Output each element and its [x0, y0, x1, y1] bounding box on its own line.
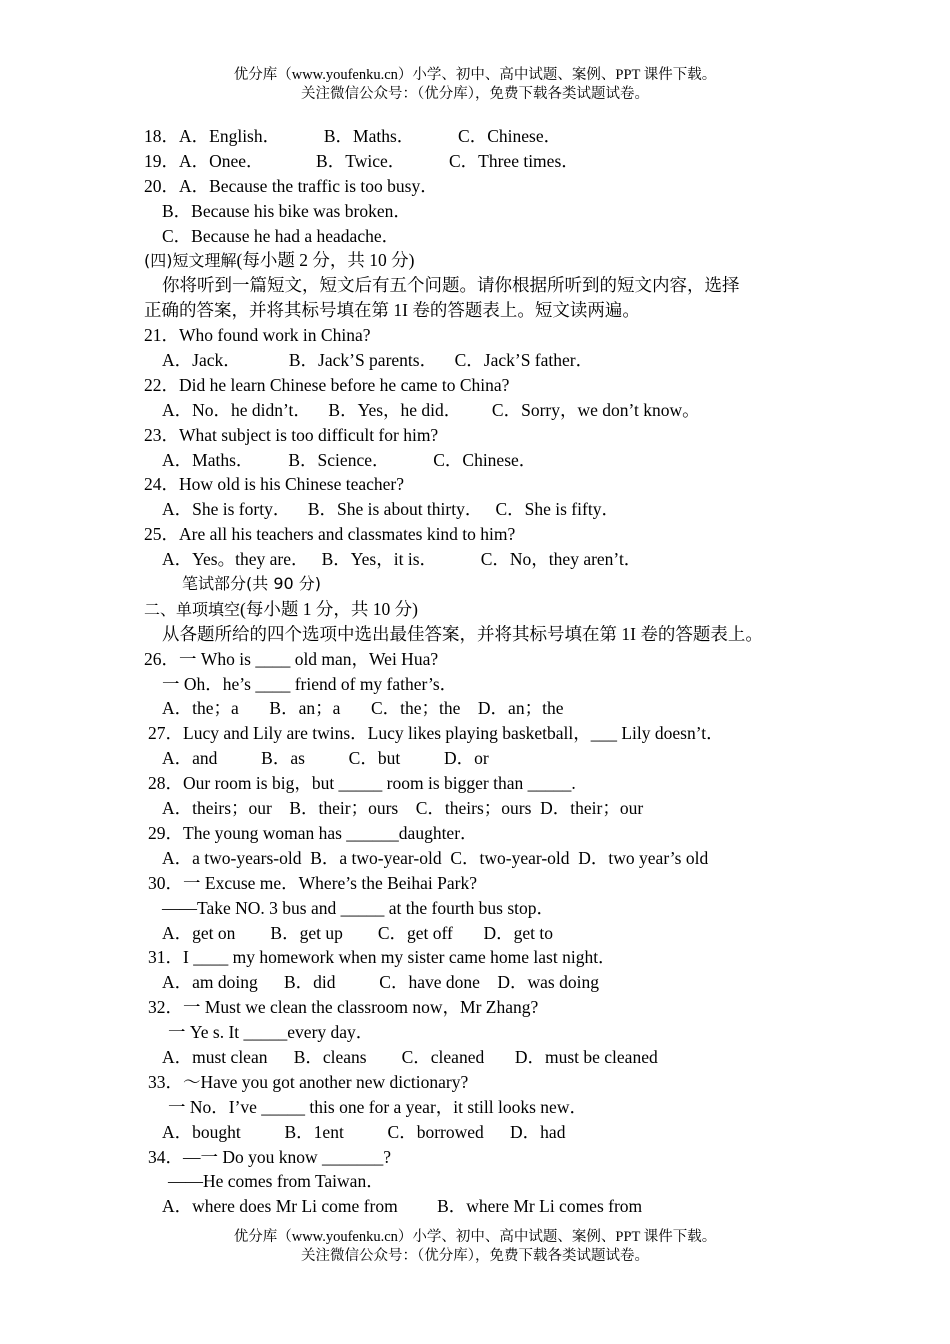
section-4-instruction-2: 正确的答案，并将其标号填在第 1I 卷的答题表上。短文读两遍。: [144, 300, 640, 321]
q27-options: A．and B．as C．but D．or: [162, 748, 489, 769]
section-4-instruction-1: 你将听到一篇短文，短文后有五个问题。请你根据所听到的短文内容，选择: [162, 275, 740, 296]
q28-options: A．theirs；our B．their；ours C．theirs；ours D．their；our: [162, 798, 644, 819]
footer-line-2: 关注微信公众号：（优分库），免费下载各类试题试卷。: [301, 1248, 649, 1264]
q23-options: A．Maths． B．Science． C．Chinese．: [162, 449, 537, 470]
section-2-title: 二、单项填空: [144, 599, 241, 619]
q30-reply: ——Take NO. 3 bus and _____ at the fourth bus stop．: [162, 897, 554, 918]
header-line-2: 关注微信公众号：（优分库），免费下载各类试题试卷。: [301, 86, 649, 102]
q21-options: A．Jack． B．Jack’S parents． C．Jack’S father．: [162, 350, 594, 371]
q23: 23．What subject is too difficult for him?: [144, 424, 439, 445]
q25: 25．Are all his teachers and classmates kind to him?: [144, 524, 516, 545]
section-4-heading: [144, 248, 824, 273]
q33-reply: 一 No．I’ve _____ this one for a year，it still looks new．: [168, 1096, 587, 1117]
written-part-heading: 笔试部分(共 90 分): [182, 574, 322, 594]
q20-option-b: B．Because his bike was broken．: [162, 200, 411, 221]
q31-options: A．am doing B．did C．have done D．was doing: [162, 972, 599, 993]
q26-reply: 一 Oh．he’s ____ friend of my father’s．: [162, 673, 458, 694]
q20: 20．A．Because the traffic is too busy．: [144, 175, 438, 196]
q20-option-c: C．Because he had a headache．: [162, 225, 400, 246]
q32-reply: 一 Ye s. It _____every day．: [168, 1022, 374, 1043]
header-line-1: 优分库（www.youfenku.cn）小学、初中、高中试题、案例、PPT 课件下载。: [233, 67, 717, 83]
q27: 27．Lucy and Lily are twins．Lucy likes playing basketball，___ Lily doesn’t．: [148, 723, 724, 744]
q29: 29．The young woman has ______daughter．: [148, 822, 478, 843]
section-2-instruction: 从各题所给的四个选项中选出最佳答案，并将其标号填在第 1I 卷的答题表上。: [162, 623, 763, 644]
q21: 21．Who found work in China?: [144, 325, 371, 346]
q18: 18．A．English． B．Maths． C．Chinese．: [144, 126, 562, 146]
q30-options: A．get on B．get up C．get off D．get to: [162, 922, 553, 943]
q33: 33．～Have you got another new dictionary?: [148, 1071, 469, 1092]
section-4-title: (四)短文理解: [144, 251, 237, 271]
q22-options: A．No．he didn’t． B．Yes，he did． C．Sorry，we don’t know。: [162, 399, 700, 420]
q19: 19．A．Onee． B．Twice． C．Three times．: [144, 150, 579, 171]
q34-options: A．where does Mr Li come from B．where Mr Li comes from: [162, 1196, 643, 1217]
section-4-score: (每小题 2 分，共 10 分): [236, 250, 415, 271]
q34: 34．—一 Do you know _______?: [148, 1146, 392, 1167]
section-2-score: (每小题 1 分，共 10 分): [240, 598, 418, 619]
q28: 28．Our room is big，but _____ room is bigger than _____.: [148, 773, 576, 794]
q32: 32．一 Must we clean the classroom now，Mr Zhang?: [148, 997, 539, 1018]
section-2-heading: [144, 597, 824, 622]
q22: 22．Did he learn Chinese before he came to China?: [144, 374, 510, 395]
q33-options: A．bought B．1ent C．borrowed D．had: [162, 1121, 566, 1142]
q25-options: A．Yes。they are． B．Yes，it is． C．No，they aren’t．: [162, 549, 642, 570]
q32-options: A．must clean B．cleans C．cleaned D．must be cleaned: [162, 1046, 658, 1067]
q31: 31．I ____ my homework when my sister came home last night．: [148, 947, 616, 968]
q30: 30．一 Excuse me．Where’s the Beihai Park?: [148, 872, 477, 893]
q24-options: A．She is forty． B．She is about thirty． C．She is fifty．: [162, 499, 619, 520]
exam-content: [144, 124, 824, 1219]
footer-line-1: 优分库（www.youfenku.cn）小学、初中、高中试题、案例、PPT 课件下载。: [233, 1229, 717, 1245]
q24: 24．How old is his Chinese teacher?: [144, 474, 405, 495]
q26-options: A．the；a B．an；a C．the；the D．an；the: [162, 698, 564, 719]
page-header: [0, 66, 950, 104]
q29-options: A．a two-years-old B．a two-year-old C．two-year-old D．two year’s old: [162, 847, 709, 868]
q34-reply: ——He comes from Taiwan．: [168, 1171, 384, 1192]
page-footer: [0, 1228, 950, 1266]
q26: 26．一 Who is ____ old man，Wei Hua?: [144, 648, 439, 669]
